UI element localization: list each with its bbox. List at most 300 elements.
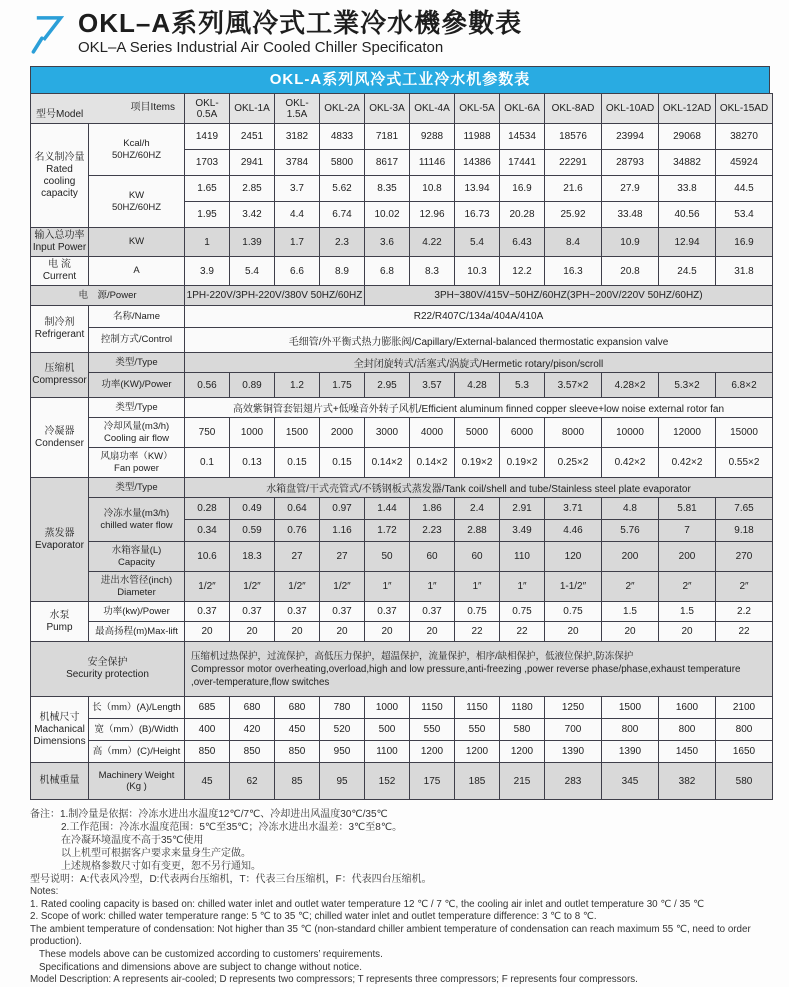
item-label-max-lift: 最高扬程(m)Max-lift [89, 622, 185, 642]
table-title-banner: OKL-A系列风冷式工业冷水机参数表 [30, 66, 770, 93]
value-cell: 0.42×2 [659, 448, 716, 478]
value-cell: 1000 [365, 697, 410, 719]
value-cell: 3.57 [410, 373, 455, 398]
value-cell: 1.16 [320, 520, 365, 542]
value-cell: 1419 [185, 124, 230, 150]
note-en-line: These models above can be customized according to customers’ requirements. [39, 948, 383, 960]
item-label-line: 50HZ/60HZ [111, 201, 162, 213]
title-block [78, 8, 522, 58]
value-cell: 38270 [716, 124, 773, 150]
model-header: OKL-2A [320, 94, 365, 124]
model-header: OKL-15AD [716, 94, 773, 124]
item-label-airflow [89, 418, 185, 448]
value-cell: 0.37 [230, 602, 275, 622]
value-cell: 800 [659, 719, 716, 741]
security-text-zh: 压缩机过热保护，过流保护，高低压力保护，超温保护，流量保护，相序/缺相保护，低液位保护,防冻保护 [191, 650, 634, 662]
item-label-chilled-flow [89, 498, 185, 542]
group-label-zh: 安全保护 [87, 657, 128, 668]
model-header: OKL-8AD [545, 94, 602, 124]
row-condenser-type [31, 398, 773, 418]
arrow-up-right-icon [30, 12, 64, 56]
group-label-en: Compressor [32, 375, 87, 386]
value-cell: 152 [365, 763, 410, 800]
row-kcal-50hz [31, 124, 773, 150]
value-cell: 10.02 [365, 202, 410, 228]
value-cell: 62 [230, 763, 275, 800]
value-cell: 10.9 [602, 228, 659, 257]
row-input-power [31, 228, 773, 257]
group-label-en: Input Power [32, 242, 87, 253]
group-label-en: Machanical Dimensions [33, 723, 86, 747]
value-cell: 0.89 [230, 373, 275, 398]
value-cell: 5.62 [320, 176, 365, 202]
item-label-line: Fan power [114, 462, 159, 474]
group-label-en: Condenser [35, 437, 84, 449]
corner-model-label: 型号Model [36, 109, 84, 120]
value-cell: 5800 [320, 150, 365, 176]
item-label-comp-power: 功率(KW)/Power [89, 373, 185, 398]
page-title: OKL–A系列風冷式工業冷水機參數表 [78, 8, 523, 38]
value-cell: 3.57×2 [545, 373, 602, 398]
value-cell: 60 [410, 542, 455, 572]
value-cell: 1180 [500, 697, 545, 719]
value-cell: 2451 [230, 124, 275, 150]
value-cell: 1200 [410, 741, 455, 763]
item-label-cond-type: 类型/Type [89, 398, 185, 418]
power-source-span1: 1PH-220V/3PH-220V/380V 50HZ/60HZ [185, 286, 365, 306]
value-cell: 6.8×2 [716, 373, 773, 398]
value-cell: 1.65 [185, 176, 230, 202]
value-cell: 6.43 [500, 228, 545, 257]
value-cell: 850 [185, 741, 230, 763]
value-cell: 400 [185, 719, 230, 741]
value-cell: 12.96 [410, 202, 455, 228]
value-cell: 3.71 [545, 498, 602, 520]
item-label-line: 50HZ/60HZ [111, 149, 162, 161]
value-cell: 1.5 [602, 602, 659, 622]
value-cell: 8.35 [365, 176, 410, 202]
group-label-zh: 名义制冷量 [34, 151, 85, 163]
value-cell: 16.73 [455, 202, 500, 228]
value-cell: 2.88 [455, 520, 500, 542]
value-cell: 0.49 [230, 498, 275, 520]
model-header: OKL-5A [455, 94, 500, 124]
value-cell: 0.28 [185, 498, 230, 520]
page-header [30, 8, 770, 66]
value-cell: 12.94 [659, 228, 716, 257]
group-label-zh: 机械尺寸 [39, 711, 80, 723]
value-cell: 18576 [545, 124, 602, 150]
corner-cell [31, 94, 185, 124]
note-zh-line: 备注：1.制冷量是依据：冷冻水进出水温度12℃/7℃、冷却进出风温度30℃/35℃ [30, 809, 388, 820]
value-cell: 20 [320, 622, 365, 642]
value-cell: 1150 [410, 697, 455, 719]
value-cell: 520 [320, 719, 365, 741]
value-cell: 31.8 [716, 257, 773, 286]
item-label-line: chilled water flow [100, 519, 173, 531]
value-cell: 7 [659, 520, 716, 542]
row-tank-capacity [31, 542, 773, 572]
group-label-en: Evaporator [35, 539, 84, 551]
value-cell: 20 [602, 622, 659, 642]
value-cell: 1.2 [275, 373, 320, 398]
value-cell: 1/2″ [320, 572, 365, 602]
value-cell: 20 [230, 622, 275, 642]
model-header: OKL-1.5A [275, 94, 320, 124]
value-cell: 4.8 [602, 498, 659, 520]
value-cell: 1390 [545, 741, 602, 763]
value-cell: 420 [230, 719, 275, 741]
item-label-line: 冷冻水量(m3/h) [103, 508, 170, 519]
value-cell: 680 [230, 697, 275, 719]
value-cell: 2.91 [500, 498, 545, 520]
value-cell: 5.3 [500, 373, 545, 398]
value-cell: 2″ [716, 572, 773, 602]
value-cell: 4.28×2 [602, 373, 659, 398]
value-cell: 2941 [230, 150, 275, 176]
value-cell: 0.34 [185, 520, 230, 542]
value-cell: 11988 [455, 124, 500, 150]
value-cell: 0.59 [230, 520, 275, 542]
group-label-dimensions [31, 697, 89, 763]
row-kw-50hz [31, 176, 773, 202]
value-cell: 850 [230, 741, 275, 763]
value-cell: 1″ [500, 572, 545, 602]
model-header: OKL-3A [365, 94, 410, 124]
value-cell: 580 [500, 719, 545, 741]
value-cell: 27 [275, 542, 320, 572]
value-cell: 5.81 [659, 498, 716, 520]
value-cell: 2″ [659, 572, 716, 602]
value-cell: 1600 [659, 697, 716, 719]
value-cell: 1/2″ [275, 572, 320, 602]
value-cell: 2.2 [716, 602, 773, 622]
security-text-en: Compressor motor overheating,overload,high and low pressure,anti-freezing ,power reverse phase/phase,exhaust temperature ,over-temperature,flow switches [191, 663, 741, 688]
item-label-line: 水箱容量(L) [111, 545, 162, 556]
value-cell: 29068 [659, 124, 716, 150]
value-cell: 0.55×2 [716, 448, 773, 478]
value-cell: 3182 [275, 124, 320, 150]
item-label-line: Diameter [117, 586, 156, 598]
value-cell: 1-1/2″ [545, 572, 602, 602]
value-cell: 850 [275, 741, 320, 763]
model-header: OKL-4A [410, 94, 455, 124]
value-cell: 20.28 [500, 202, 545, 228]
group-label-current [31, 257, 89, 286]
power-source-span2: 3PH~380V/415V~50HZ/60HZ(3PH~200V/220V 50HZ/60HZ) [365, 286, 773, 306]
value-cell: 3.7 [275, 176, 320, 202]
note-en-line: Notes: [30, 886, 59, 897]
value-cell: 9288 [410, 124, 455, 150]
value-cell: 22 [500, 622, 545, 642]
value-cell: 45 [185, 763, 230, 800]
row-pump-power [31, 602, 773, 622]
value-cell: 1703 [185, 150, 230, 176]
value-cell: 3784 [275, 150, 320, 176]
value-cell: 5.76 [602, 520, 659, 542]
value-cell: 22291 [545, 150, 602, 176]
value-cell: 680 [275, 697, 320, 719]
value-cell: 2.85 [230, 176, 275, 202]
value-cell: 22 [716, 622, 773, 642]
row-power-source [31, 286, 773, 306]
value-cell: 20 [659, 622, 716, 642]
value-cell: 0.76 [275, 520, 320, 542]
value-cell: 450 [275, 719, 320, 741]
value-cell: 20 [365, 622, 410, 642]
value-cell: 1200 [455, 741, 500, 763]
value-cell: 4.46 [545, 520, 602, 542]
item-label-length: 长（mm）(A)/Length [89, 697, 185, 719]
value-cell: 24.5 [659, 257, 716, 286]
item-label-line: 进出水管径(inch) [100, 575, 173, 586]
row-length [31, 697, 773, 719]
note-zh-line: 2.工作范围：冷冻水温度范围：5℃至35℃；冷冻水进出水温差：3℃至8℃。 [61, 822, 403, 833]
value-cell: 4.4 [275, 202, 320, 228]
model-header: OKL-12AD [659, 94, 716, 124]
model-header: OKL-0.5A [185, 94, 230, 124]
item-label-evap-type: 类型/Type [89, 478, 185, 498]
item-label-line: Capacity [118, 556, 155, 568]
value-cell: 0.42×2 [602, 448, 659, 478]
model-header-row [31, 94, 773, 124]
item-label-kw-unit: KW [89, 228, 185, 257]
compressor-type-value: 全封闭旋转式/活塞式/涡旋式/Hermetic rotary/pison/scroll [185, 353, 773, 373]
row-compressor-power [31, 373, 773, 398]
row-cooling-air-flow [31, 418, 773, 448]
value-cell: 0.97 [320, 498, 365, 520]
item-label-kw [89, 176, 185, 228]
notes-section [30, 808, 770, 987]
value-cell: 10000 [602, 418, 659, 448]
value-cell: 53.4 [716, 202, 773, 228]
value-cell: 0.14×2 [365, 448, 410, 478]
group-label-en: Current [42, 271, 77, 282]
value-cell: 85 [275, 763, 320, 800]
item-label-name: 名称/Name [89, 306, 185, 328]
item-label-diameter [89, 572, 185, 602]
model-header: OKL-1A [230, 94, 275, 124]
value-cell: 1.75 [320, 373, 365, 398]
value-cell: 1.86 [410, 498, 455, 520]
item-label-line: 风扇功率（KW） [100, 451, 173, 462]
value-cell: 4000 [410, 418, 455, 448]
value-cell: 1.5 [659, 602, 716, 622]
value-cell: 1450 [659, 741, 716, 763]
model-header: OKL-6A [500, 94, 545, 124]
group-label-en: Refrigerant [34, 329, 85, 340]
value-cell: 3.9 [185, 257, 230, 286]
value-cell: 2.95 [365, 373, 410, 398]
row-security-protection [31, 642, 773, 697]
note-en-line: Specifications and dimensions above are subject to change without notice. [39, 961, 362, 973]
value-cell: 8000 [545, 418, 602, 448]
row-width [31, 719, 773, 741]
value-cell: 4833 [320, 124, 365, 150]
value-cell: 14534 [500, 124, 545, 150]
value-cell: 0.37 [275, 602, 320, 622]
security-protection-text [185, 642, 773, 697]
row-chilled-water-flow-1 [31, 498, 773, 520]
value-cell: 0.64 [275, 498, 320, 520]
item-label-amp-unit: A [89, 257, 185, 286]
value-cell: 20 [185, 622, 230, 642]
value-cell: 1500 [602, 697, 659, 719]
value-cell: 20 [410, 622, 455, 642]
evaporator-type-value: 水箱盘管/干式壳管式/不锈钢板式蒸发器/Tank coil/shell and tube/Stainless steel plate evaporator [185, 478, 773, 498]
group-label-en: Rated cooling capacity [41, 163, 78, 199]
value-cell: 7.65 [716, 498, 773, 520]
value-cell: 3.6 [365, 228, 410, 257]
row-refrigerant-name [31, 306, 773, 328]
value-cell: 20.8 [602, 257, 659, 286]
value-cell: 3.49 [500, 520, 545, 542]
value-cell: 750 [185, 418, 230, 448]
item-label-control: 控制方式/Control [89, 328, 185, 353]
value-cell: 5.4 [230, 257, 275, 286]
value-cell: 1.95 [185, 202, 230, 228]
value-cell: 34882 [659, 150, 716, 176]
value-cell: 0.15 [275, 448, 320, 478]
value-cell: 1.39 [230, 228, 275, 257]
value-cell: 7181 [365, 124, 410, 150]
value-cell: 0.37 [185, 602, 230, 622]
row-refrigerant-control [31, 328, 773, 353]
value-cell: 14386 [455, 150, 500, 176]
value-cell: 16.3 [545, 257, 602, 286]
value-cell: 20 [545, 622, 602, 642]
value-cell: 0.37 [365, 602, 410, 622]
value-cell: 500 [365, 719, 410, 741]
value-cell: 1500 [275, 418, 320, 448]
item-label-fan-power [89, 448, 185, 478]
value-cell: 700 [545, 719, 602, 741]
value-cell: 0.75 [545, 602, 602, 622]
value-cell: 4.22 [410, 228, 455, 257]
group-label-zh: 制冷剂 [44, 317, 75, 328]
value-cell: 40.56 [659, 202, 716, 228]
value-cell: 345 [602, 763, 659, 800]
value-cell: 2.4 [455, 498, 500, 520]
value-cell: 6.8 [365, 257, 410, 286]
group-label-zh: 冷凝器 [44, 425, 75, 437]
note-en-line: Model Description: A represents air-cooled; D represents two compressors; T represents three compressors; F represents four compressors. [30, 974, 638, 986]
group-label-compressor [31, 353, 89, 398]
value-cell: 18.3 [230, 542, 275, 572]
group-label-zh: 水泵 [49, 609, 70, 621]
value-cell: 1100 [365, 741, 410, 763]
item-label-line: 冷却风量(m3/h) [103, 421, 170, 432]
item-label-line: Machinery Weight [98, 769, 175, 781]
row-height [31, 741, 773, 763]
value-cell: 28793 [602, 150, 659, 176]
note-zh-line: 上述规格参数尺寸如有变更，恕不另行通知。 [61, 861, 261, 872]
value-cell: 215 [500, 763, 545, 800]
value-cell: 95 [320, 763, 365, 800]
value-cell: 110 [500, 542, 545, 572]
value-cell: 200 [659, 542, 716, 572]
page-subtitle: OKL–A Series Industrial Air Cooled Chiller Specificaton [78, 39, 444, 56]
item-label-line: Cooling air flow [104, 432, 169, 444]
value-cell: 950 [320, 741, 365, 763]
value-cell: 21.6 [545, 176, 602, 202]
value-cell: 1250 [545, 697, 602, 719]
group-label-condenser [31, 398, 89, 478]
value-cell: 0.75 [455, 602, 500, 622]
value-cell: 580 [716, 763, 773, 800]
spec-table [30, 93, 773, 800]
value-cell: 17441 [500, 150, 545, 176]
value-cell: 33.48 [602, 202, 659, 228]
value-cell: 0.37 [410, 602, 455, 622]
value-cell: 0.25×2 [545, 448, 602, 478]
row-max-lift [31, 622, 773, 642]
value-cell: 6.74 [320, 202, 365, 228]
value-cell: 10.3 [455, 257, 500, 286]
group-label-zh: 电 流 [48, 259, 71, 270]
note-zh-line: 以上机型可根据客户要求来量身生产定做。 [61, 848, 251, 859]
value-cell: 0.37 [320, 602, 365, 622]
value-cell: 23994 [602, 124, 659, 150]
value-cell: 780 [320, 697, 365, 719]
value-cell: 1″ [455, 572, 500, 602]
value-cell: 1.44 [365, 498, 410, 520]
value-cell: 0.15 [320, 448, 365, 478]
refrigerant-control-value: 毛细管/外平衡式热力膨胀阀/Capillary/External-balanced thermostatic expansion valve [185, 328, 773, 353]
group-label-pump [31, 602, 89, 642]
value-cell: 1650 [716, 741, 773, 763]
note-en-line: 1. Rated cooling capacity is based on: chilled water inlet and outlet water temperature 12 ℃ / 7 ℃, the cooling air inlet and outlet temperature 30 ℃ / 35 ℃ [30, 898, 705, 910]
note-zh-line: 在冷凝环境温度不高于35℃使用 [61, 835, 204, 846]
item-label-line: KW [128, 190, 145, 201]
value-cell: 2.3 [320, 228, 365, 257]
value-cell: 2000 [320, 418, 365, 448]
value-cell: 33.8 [659, 176, 716, 202]
value-cell: 5.4 [455, 228, 500, 257]
value-cell: 45924 [716, 150, 773, 176]
value-cell: 22 [455, 622, 500, 642]
value-cell: 1.72 [365, 520, 410, 542]
value-cell: 5.3×2 [659, 373, 716, 398]
group-label-en: Security protection [66, 669, 149, 680]
value-cell: 0.14×2 [410, 448, 455, 478]
value-cell: 13.94 [455, 176, 500, 202]
item-label-line: (Kg ) [126, 781, 147, 792]
value-cell: 3.42 [230, 202, 275, 228]
value-cell: 16.9 [500, 176, 545, 202]
value-cell: 6.6 [275, 257, 320, 286]
value-cell: 0.75 [500, 602, 545, 622]
value-cell: 120 [545, 542, 602, 572]
value-cell: 1/2″ [185, 572, 230, 602]
corner-items-label: 项目Items [130, 102, 175, 113]
value-cell: 1.7 [275, 228, 320, 257]
value-cell: 1000 [230, 418, 275, 448]
value-cell: 4.28 [455, 373, 500, 398]
value-cell: 185 [455, 763, 500, 800]
condenser-type-value: 高效紫铜管套铝翅片式+低噪音外转子风机/Efficient aluminum finned copper sleeve+low noise external rotor fan [185, 398, 773, 418]
value-cell: 800 [716, 719, 773, 741]
value-cell: 175 [410, 763, 455, 800]
value-cell: 5000 [455, 418, 500, 448]
value-cell: 0.56 [185, 373, 230, 398]
value-cell: 50 [365, 542, 410, 572]
value-cell: 27 [320, 542, 365, 572]
value-cell: 3000 [365, 418, 410, 448]
value-cell: 800 [602, 719, 659, 741]
value-cell: 1150 [455, 697, 500, 719]
value-cell: 8.3 [410, 257, 455, 286]
